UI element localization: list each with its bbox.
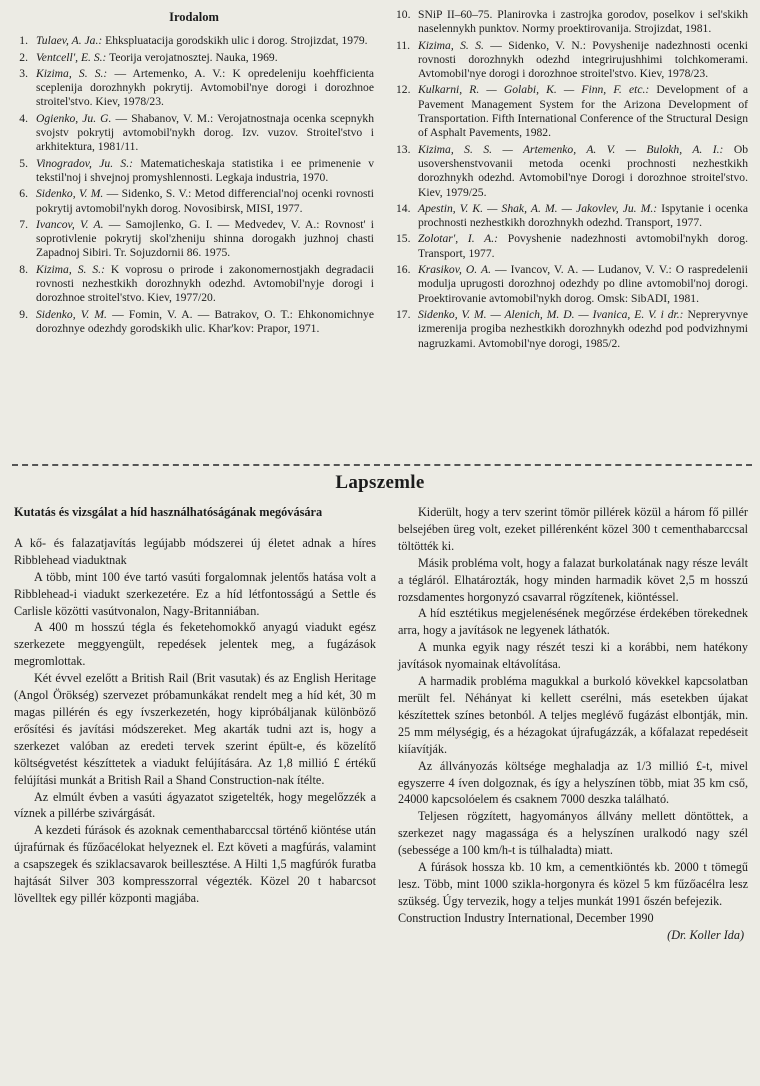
reference-number: 15. <box>396 232 411 246</box>
reference-text <box>418 232 748 261</box>
article-paragraph: Teljesen rögzített, hagyományos állvány mellett döntöttek, a szerkezet nagy magassága és a helyszínen uralkodó nagy szél (sebessége a 100 km/h-t is túlhaladta) miatt. <box>398 809 748 858</box>
references-title: Irodalom <box>169 10 219 24</box>
article-paragraph: A több, mint 100 éve tartó vasúti forgalomnak jelentős hatása volt a Ribblehead-i viadukt szerkezetére. Ez a híd létfontosságú a Settle és Carlisle közötti vasútvonalon, Nagy-Britanniában. <box>14 569 376 618</box>
reference-details: — Sidenko, V. N.: Povyshenije nadezhnosti ocenki rovnosti dorozhnykh odezhd integrirujushhimi tolchkomerami. Avtomobil'nye dorogi i dorozhnoe stroitel'stvo. Kiev, 1978/23. <box>418 38 748 81</box>
article-left-body <box>14 535 376 907</box>
reference-item <box>14 51 374 65</box>
reference-number: 16. <box>396 263 411 277</box>
reference-author: Ogienko, Ju. G. <box>36 111 112 125</box>
reference-details: Development of a Pavement Management System for the Arizona Development of Transportation. Fifth International Conference of the Structural Design of Asphalt Pavements, 1982. <box>418 83 748 140</box>
reference-text <box>36 51 374 65</box>
reference-number: 13. <box>396 142 411 156</box>
article-paragraph: A munka egyik nagy részét teszi ki a korábbi, nem hatékony javítások nyomainak eltávolítása. <box>398 640 748 672</box>
reference-text <box>418 8 748 37</box>
reference-text <box>36 218 374 261</box>
reference-author: Sidenko, V. M. — Alenich, M. D. — Ivanica, E. V. i dr.: <box>418 307 684 321</box>
article-paragraph: A kő- és falazatjavítás legújabb módszerei új életet adnak a híres Ribblehead viaduktnak <box>14 535 376 567</box>
reference-details: Ehkspluatacija gorodskikh ulic i dorog. Strojizdat, 1979. <box>102 34 368 48</box>
reference-details: — Fomin, V. A. — Batrakov, O. T.: Ehkonomichnye dorozhnye odezhdy gorodskikh ulic. Khar'kov: Prapor, 1971. <box>36 307 375 335</box>
reference-details: Povyshenie nadezhnosti avtomobil'nykh dorog. Transport, 1977. <box>418 232 748 260</box>
reference-details: Ob usovershenstvovanii metoda ocenki prochnosti nezhestkikh dorozhnykh odezhd. Avtomobil'nye Dorogi i dorozhnoe stroitel'stvo. Kiev, 1979/25. <box>418 142 748 199</box>
reference-item <box>14 187 374 216</box>
reference-author: Kizima, S. S. — Artemenko, A. V. — Bulokh, A. I.: <box>418 142 724 156</box>
reference-number: 2. <box>19 50 28 64</box>
reference-author: Zolotar', I. A.: <box>418 232 499 246</box>
reference-item <box>14 263 374 306</box>
reference-author: Krasikov, O. A. <box>418 263 491 277</box>
reference-author: Tulaev, A. Ja.: <box>36 34 103 48</box>
reference-item <box>14 308 374 337</box>
article-paragraph: Az állványozás költsége meghaladja az 1/3 millió £-t, mivel egyszerre 4 íven dolgoznak, és így a helyszínen több, miat 35 km cső, 24000 kapcsolóelem és csaknem 7000 deszka található. <box>398 758 748 807</box>
reference-item <box>396 143 748 200</box>
reference-item <box>396 232 748 261</box>
article-heading: Kutatás és vizsgálat a híd használhatóságának megóvására <box>14 505 323 519</box>
article-paragraph: Kiderült, hogy a terv szerint tömör pillérek közül a három fő pillér belsejében üreg volt, ezeket pillérenként közel 300 t cementhabarccsal töltötték ki. <box>398 505 748 553</box>
article-paragraph: Az elmúlt évben a vasúti ágyazatot szigetelték, hogy megelőzzék a víznek a pillérbe szivárgását. <box>14 789 376 821</box>
article-paragraph: Másik probléma volt, hogy a falazat burkolatának nagy része levált a tégláról. Elhatározták, hogy minden harmadik követ 2,5 m hosszú rozsdamentes horgonyzó csavarral rögzítenek, kiöntéssel. <box>398 555 748 604</box>
reference-text <box>418 263 748 306</box>
reference-item <box>396 263 748 306</box>
reference-number: 17. <box>396 307 411 321</box>
reference-details: — Samojlenko, G. I. — Medvedev, V. A.: Rovnost' i soprotivlenie pokrytij skol'zheniju shinna dorogakh juzhnoj chasti Zapadnoj Sibiri. Tr. Sojuzdornii 86. 1975. <box>36 217 375 260</box>
reference-number: 6. <box>19 187 28 201</box>
references-list-left <box>14 34 374 336</box>
reference-text <box>418 202 748 231</box>
reference-text <box>418 143 748 200</box>
reference-item <box>396 8 748 37</box>
reference-details: Matematicheskaja statistika i ee primenenie v tekstil'noj i shvejnoj promyshlennosti. Legkaja industria, 1970. <box>36 156 374 184</box>
reference-number: 14. <box>396 201 411 215</box>
reference-item <box>396 39 748 82</box>
reference-item <box>14 67 374 110</box>
reference-text <box>36 67 374 110</box>
reference-number: 5. <box>19 156 28 170</box>
reference-details: — Ivancov, V. A. — Ludanov, V. V.: O raspredelenii modulja uprugosti dorozhnoj odezhdy po dline avtomobil'noj dorogi. Proektirovanie avtomobil'nykh dorog. Omsk: SibADI, 1981. <box>418 263 748 305</box>
article-paragraph: A harmadik probléma magukkal a burkoló kövekkel kapcsolatban merült fel. Néhányat ki kellett cserélni, más esetekben újakat készítettek színes betonból. A teljes meglévő fugázást elbontják, min. 25 mm mélységig, és a hézagokat újrafugázzák, a kőfalazat repedéseit kiíavítják. <box>398 674 748 756</box>
article-right-column <box>398 504 748 944</box>
reference-details: Teorija verojatnosztej. Nauka, 1969. <box>106 50 278 64</box>
reference-number: 8. <box>19 262 28 276</box>
article-paragraph: A 400 m hosszú tégla és feketehomokkő anyagú viadukt egész szerkezete meggyengült, repedések jelentek meg, a fugázások megromlottak. <box>14 620 376 669</box>
reference-details: — Artemenko, A. V.: K opredeleniju koehfficienta sceplenija dorozhnykh pokrytij. Avtomobil'nye dorogi i dorozhnoe stroitel'stvo. Kiev, 1978/23. <box>36 66 374 109</box>
reference-author: Kizima, S. S.: <box>36 262 105 276</box>
reference-details: Nepreryvnye izmerenija progiba nezhestkikh dorozhnykh odezhd pod podvizhnymi nagruzkami. Avtomobil'nye dorogi, 1985/2. <box>418 307 748 350</box>
reference-text <box>36 34 374 48</box>
reference-number: 1. <box>19 34 28 48</box>
references-right-column <box>396 8 748 353</box>
reference-item <box>396 202 748 231</box>
article-left-column <box>14 504 376 907</box>
reference-author: Ivancov, V. A. <box>36 217 104 231</box>
reference-author: Kizima, S. S. <box>418 38 484 52</box>
reference-item <box>14 157 374 186</box>
reference-author: Kizima, S. S.: <box>36 66 108 80</box>
reference-author: Sidenko, V. M. <box>36 307 107 321</box>
reference-author: Apestin, V. K. — Shak, A. M. — Jakovlev, Ju. M.: <box>418 201 658 215</box>
reference-author: Kulkarni, R. — Golabi, K. — Finn, F. etc.: <box>418 83 650 97</box>
reference-item <box>396 308 748 351</box>
reference-text <box>36 112 374 155</box>
article-paragraph: A híd esztétikus megjelenésének megőrzése érdekében törekednek arra, hogy a javítások ne legyenek láthatók. <box>398 606 748 638</box>
reference-text <box>418 39 748 82</box>
reference-text <box>418 83 748 140</box>
article-source: Construction Industry International, December 1990 <box>398 910 654 925</box>
article-right-body <box>398 504 748 910</box>
reference-number: 10. <box>396 8 411 21</box>
references-left-column <box>14 8 374 338</box>
reference-details: — Sidenko, S. V.: Metod differencial'noj ocenki rovnosti pokrytij avtomobil'nykh dorog. Novosibirsk, MISI, 1977. <box>36 187 374 215</box>
reference-number: 3. <box>19 66 28 80</box>
article-author: (Dr. Koller Ida) <box>667 927 744 942</box>
reference-text <box>418 308 748 351</box>
reference-number: 12. <box>396 83 411 97</box>
article-paragraph: A fúrások hossza kb. 10 km, a cementkiöntés kb. 2000 t tömegű lesz. Több, mint 1000 szikla-horgonyra és közel 5 km fűzőacélra lesz szükség. Úgy tervezik, hogy a teljes munkát 1991 őszén befejezik. <box>398 860 748 908</box>
reference-number: 7. <box>19 217 28 231</box>
reference-text <box>36 157 374 186</box>
reference-author: Vinogradov, Ju. S.: <box>36 156 133 170</box>
reference-author: Ventcell', E. S.: <box>36 50 107 64</box>
reference-author: Sidenko, V. M. <box>36 187 104 201</box>
reference-details: K voprosu o prirode i zakonomernostjakh degradacii rovnosti nezhestkikh dorozhnykh odezhd. Avtomobil'nyje dorogi i dorozhnoe stroitel'stvo. Kiev, 1977/20. <box>36 262 374 305</box>
reference-number: 9. <box>19 307 28 321</box>
reference-details: Ispytanie i ocenka prochnosti nezhestkikh dorozhnykh odezhd. Transport, 1977. <box>418 201 748 230</box>
article-paragraph: A kezdeti fúrások és azoknak cementhabarccsal történő kiöntése után újrafúrnak és fűzőacélokat helyeznek el. Ezt követi a magfúrás, valamint a csapszegek és sziklacsavarok beillesztése. A Hilti 1,5 magfúrók furatba hajtását Silver 303 kompresszorral végezték. Közel 20 t habarcsot lövelltek egy pillér központi magjába. <box>14 823 376 905</box>
reference-text <box>36 187 374 216</box>
reference-details: SNiP II–60–75. Planirovka i zastrojka gorodov, poselkov i sel'skikh naselennykh punktov. Normy proektirovanija. Strojizdat, 1981. <box>418 8 748 36</box>
reference-number: 11. <box>396 38 411 52</box>
section-title: Lapszemle <box>335 472 425 493</box>
reference-item <box>14 34 374 48</box>
section-divider <box>12 464 752 466</box>
reference-item <box>396 83 748 140</box>
reference-text <box>36 263 374 306</box>
reference-number: 4. <box>19 111 28 125</box>
reference-details: — Shabanov, V. M.: Verojatnostnaja ocenka scepnykh svojstv pokrytij avtomobil'nykh dorog. Izv. vuzov. Stroitel'stvo i arkhitektura, 1981/11. <box>36 111 374 154</box>
article-paragraph: Két évvel ezelőtt a British Rail (Brit vasutak) és az English Heritage (Angol Örökség) szervezet próbamunkákat rendelt meg a híd két, 30 m magas pillérén és egy ívszerkezetén, hogy kipróbáljanak különböző erősítési és javítási módszereket. Meg akarták tudni azt is, hogy a szerkezet valóban az eredeti tervek szerint épült-e, és közelítő költségvetést készíttetek a viadukt felújítására. Az 1,8 millió £ értékű felújítási munkát a British Rail a Shand Construction-nak ítélte. <box>14 671 376 787</box>
reference-item <box>14 112 374 155</box>
references-list-right <box>396 8 748 351</box>
reference-text <box>36 308 374 337</box>
reference-item <box>14 218 374 261</box>
